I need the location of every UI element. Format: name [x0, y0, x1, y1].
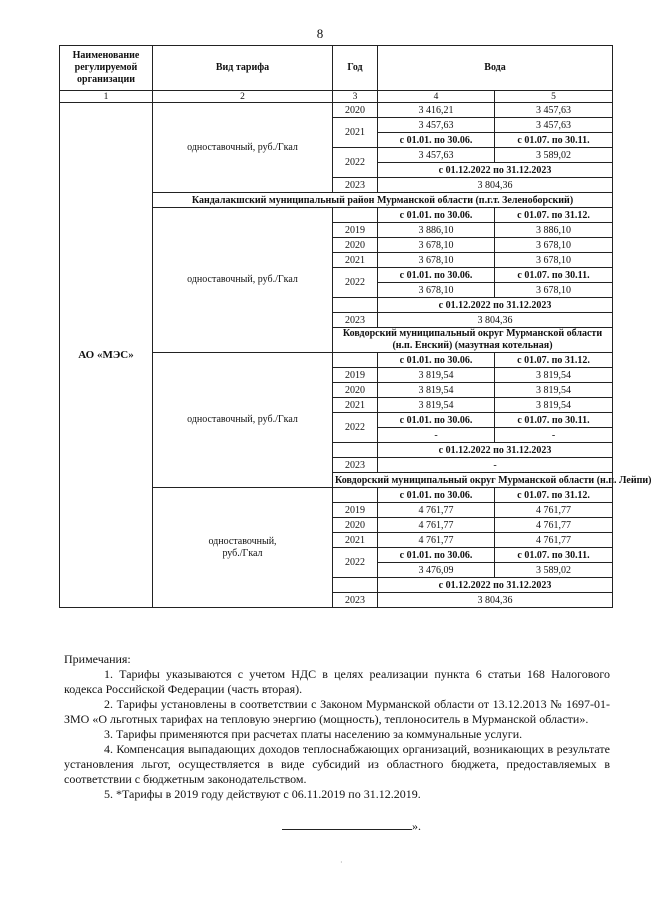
closing-line	[282, 819, 421, 834]
value-cell: 3 819,54	[378, 368, 495, 383]
year-cell: 2020	[333, 238, 378, 253]
value-cell: -	[378, 428, 495, 443]
value-cell: 3 457,63	[378, 118, 495, 133]
value-cell: 3 678,10	[495, 283, 613, 298]
value-cell: 3 819,54	[378, 383, 495, 398]
value-cell: 3 476,09	[378, 563, 495, 578]
year-cell: 2022	[333, 268, 378, 298]
period-cell: с 01.01. по 30.06.	[378, 548, 495, 563]
tariff-table	[59, 45, 651, 608]
tariff-type-line: одноставочный,	[208, 535, 277, 547]
tariff-type-cell: одноставочный, руб./Гкал	[153, 353, 333, 488]
value-cell: 3 819,54	[378, 398, 495, 413]
period-cell: с 01.01. по 30.06.	[378, 488, 495, 503]
col-number: 1	[60, 91, 153, 103]
header-water: Вода	[378, 46, 613, 91]
tariff-type-cell	[153, 488, 333, 608]
value-cell: 3 886,10	[495, 223, 613, 238]
value-cell: 3 678,10	[378, 253, 495, 268]
scan-dot: ·	[340, 858, 343, 867]
note-item: 4. Компенсация выпадающих доходов теплоснабжающих организаций, возникающих в результате установления льгот, осуществляется в виде субсидий из областного бюджета, предоставляемых в соответствии с бюджетным законодательством.	[64, 742, 610, 786]
period-cell: с 01.12.2022 по 31.12.2023	[378, 443, 613, 458]
closing-mark: ».	[412, 819, 421, 833]
page-number: 8	[316, 26, 324, 41]
value-cell: 3 804,36	[378, 593, 613, 608]
year-cell	[333, 443, 378, 458]
year-cell: 2022	[333, 413, 378, 443]
period-cell: с 01.07. по 30.11.	[495, 133, 613, 148]
value-cell: 3 804,36	[378, 313, 613, 328]
period-cell: с 01.12.2022 по 31.12.2023	[378, 163, 613, 178]
value-cell: -	[495, 428, 613, 443]
year-cell: 2020	[333, 518, 378, 533]
note-item: 1. Тарифы указываются с учетом НДС в целях реализации пункта 6 статьи 168 Налогового кодекса Российской Федерации (часть вторая).	[64, 667, 610, 696]
period-cell: с 01.01. по 30.06.	[378, 268, 495, 283]
period-cell: с 01.12.2022 по 31.12.2023	[378, 578, 613, 593]
value-cell: -	[378, 458, 613, 473]
section-title: Кандалакшский муниципальный район Мурманской области (п.г.т. Зеленоборский)	[153, 193, 613, 208]
year-cell: 2023	[333, 458, 378, 473]
period-cell: с 01.01. по 30.06.	[378, 208, 495, 223]
value-cell: 4 761,77	[378, 518, 495, 533]
value-cell: 4 761,77	[495, 533, 613, 548]
year-cell: 2022	[333, 148, 378, 178]
year-cell: 2021	[333, 533, 378, 548]
value-cell: 3 457,63	[378, 148, 495, 163]
notes-block	[64, 652, 610, 802]
value-cell: 3 819,54	[495, 368, 613, 383]
period-cell: с 01.12.2022 по 31.12.2023	[378, 298, 613, 313]
note-item: 5. *Тарифы в 2019 году действуют с 06.11.2019 по 31.12.2019.	[104, 787, 421, 801]
period-cell: с 01.07. по 30.11.	[495, 268, 613, 283]
column-number-row	[60, 91, 613, 103]
note-item: 3. Тарифы применяются при расчетах платы населению за коммунальные услуги.	[104, 727, 523, 741]
value-cell: 3 804,36	[378, 178, 613, 193]
signature-rule	[282, 819, 412, 830]
period-cell: с 01.01. по 30.06.	[378, 413, 495, 428]
table-header-row	[60, 46, 613, 91]
value-cell: 3 457,63	[495, 103, 613, 118]
value-cell: 3 416,21	[378, 103, 495, 118]
year-cell: 2023	[333, 313, 378, 328]
value-cell: 3 678,10	[378, 238, 495, 253]
year-cell: 2021	[333, 398, 378, 413]
value-cell: 3 589,02	[495, 563, 613, 578]
year-cell: 2022	[333, 548, 378, 578]
value-cell: 3 678,10	[495, 253, 613, 268]
note-item: 2. Тарифы установлены в соответствии с Законом Мурманской области от 13.12.2013 № 1697-01-ЗМО «О льготных тарифах на тепловую энергию (мощность), теплоноситель в Мурманской области».	[64, 697, 610, 726]
period-cell: с 01.01. по 30.06.	[378, 353, 495, 368]
year-cell: 2023	[333, 593, 378, 608]
value-cell: 3 819,54	[495, 398, 613, 413]
col-number: 2	[153, 91, 333, 103]
year-cell	[333, 208, 378, 223]
value-cell: 3 457,63	[495, 118, 613, 133]
year-cell	[333, 488, 378, 503]
value-cell: 4 761,77	[378, 503, 495, 518]
year-cell: 2020	[333, 103, 378, 118]
period-cell: с 01.07. по 31.12.	[495, 208, 613, 223]
organization-name: АО «МЭС»	[60, 103, 153, 608]
period-cell: с 01.07. по 31.12.	[495, 353, 613, 368]
tariff-type-cell: одноставочный, руб./Гкал	[153, 103, 333, 193]
value-cell: 4 761,77	[378, 533, 495, 548]
year-cell: 2021	[333, 253, 378, 268]
year-cell	[333, 578, 378, 593]
header-tariff-type: Вид тарифа	[153, 46, 333, 91]
year-cell: 2019	[333, 223, 378, 238]
tariff-type-cell: одноставочный, руб./Гкал	[153, 208, 333, 353]
col-number: 3	[333, 91, 378, 103]
col-number: 4	[378, 91, 495, 103]
year-cell: 2019	[333, 503, 378, 518]
header-org: Наименование регулируемой организации	[60, 46, 153, 91]
value-cell: 3 886,10	[378, 223, 495, 238]
section-title: Ковдорский муниципальный округ Мурманской области (н.п. Енский) (мазутная котельная)	[333, 328, 613, 353]
period-cell: с 01.07. по 31.12.	[495, 488, 613, 503]
period-cell: с 01.07. по 30.11.	[495, 413, 613, 428]
value-cell: 3 678,10	[495, 238, 613, 253]
header-year: Год	[333, 46, 378, 91]
value-cell: 4 761,77	[495, 503, 613, 518]
year-cell: 2023	[333, 178, 378, 193]
year-cell	[333, 353, 378, 368]
year-cell: 2020	[333, 383, 378, 398]
table-row	[60, 103, 613, 118]
year-cell	[333, 298, 378, 313]
section-title: Ковдорский муниципальный округ Мурманской области (н.п. Лейпи)	[333, 473, 613, 488]
value-cell: 3 678,10	[378, 283, 495, 298]
col-number: 5	[495, 91, 613, 103]
value-cell: 3 589,02	[495, 148, 613, 163]
value-cell: 3 819,54	[495, 383, 613, 398]
notes-title: Примечания:	[64, 652, 131, 666]
value-cell: 4 761,77	[495, 518, 613, 533]
period-cell: с 01.07. по 30.11.	[495, 548, 613, 563]
year-cell: 2019	[333, 368, 378, 383]
year-cell: 2021	[333, 118, 378, 148]
tariff-type-line: руб./Гкал	[222, 547, 263, 559]
period-cell: с 01.01. по 30.06.	[378, 133, 495, 148]
